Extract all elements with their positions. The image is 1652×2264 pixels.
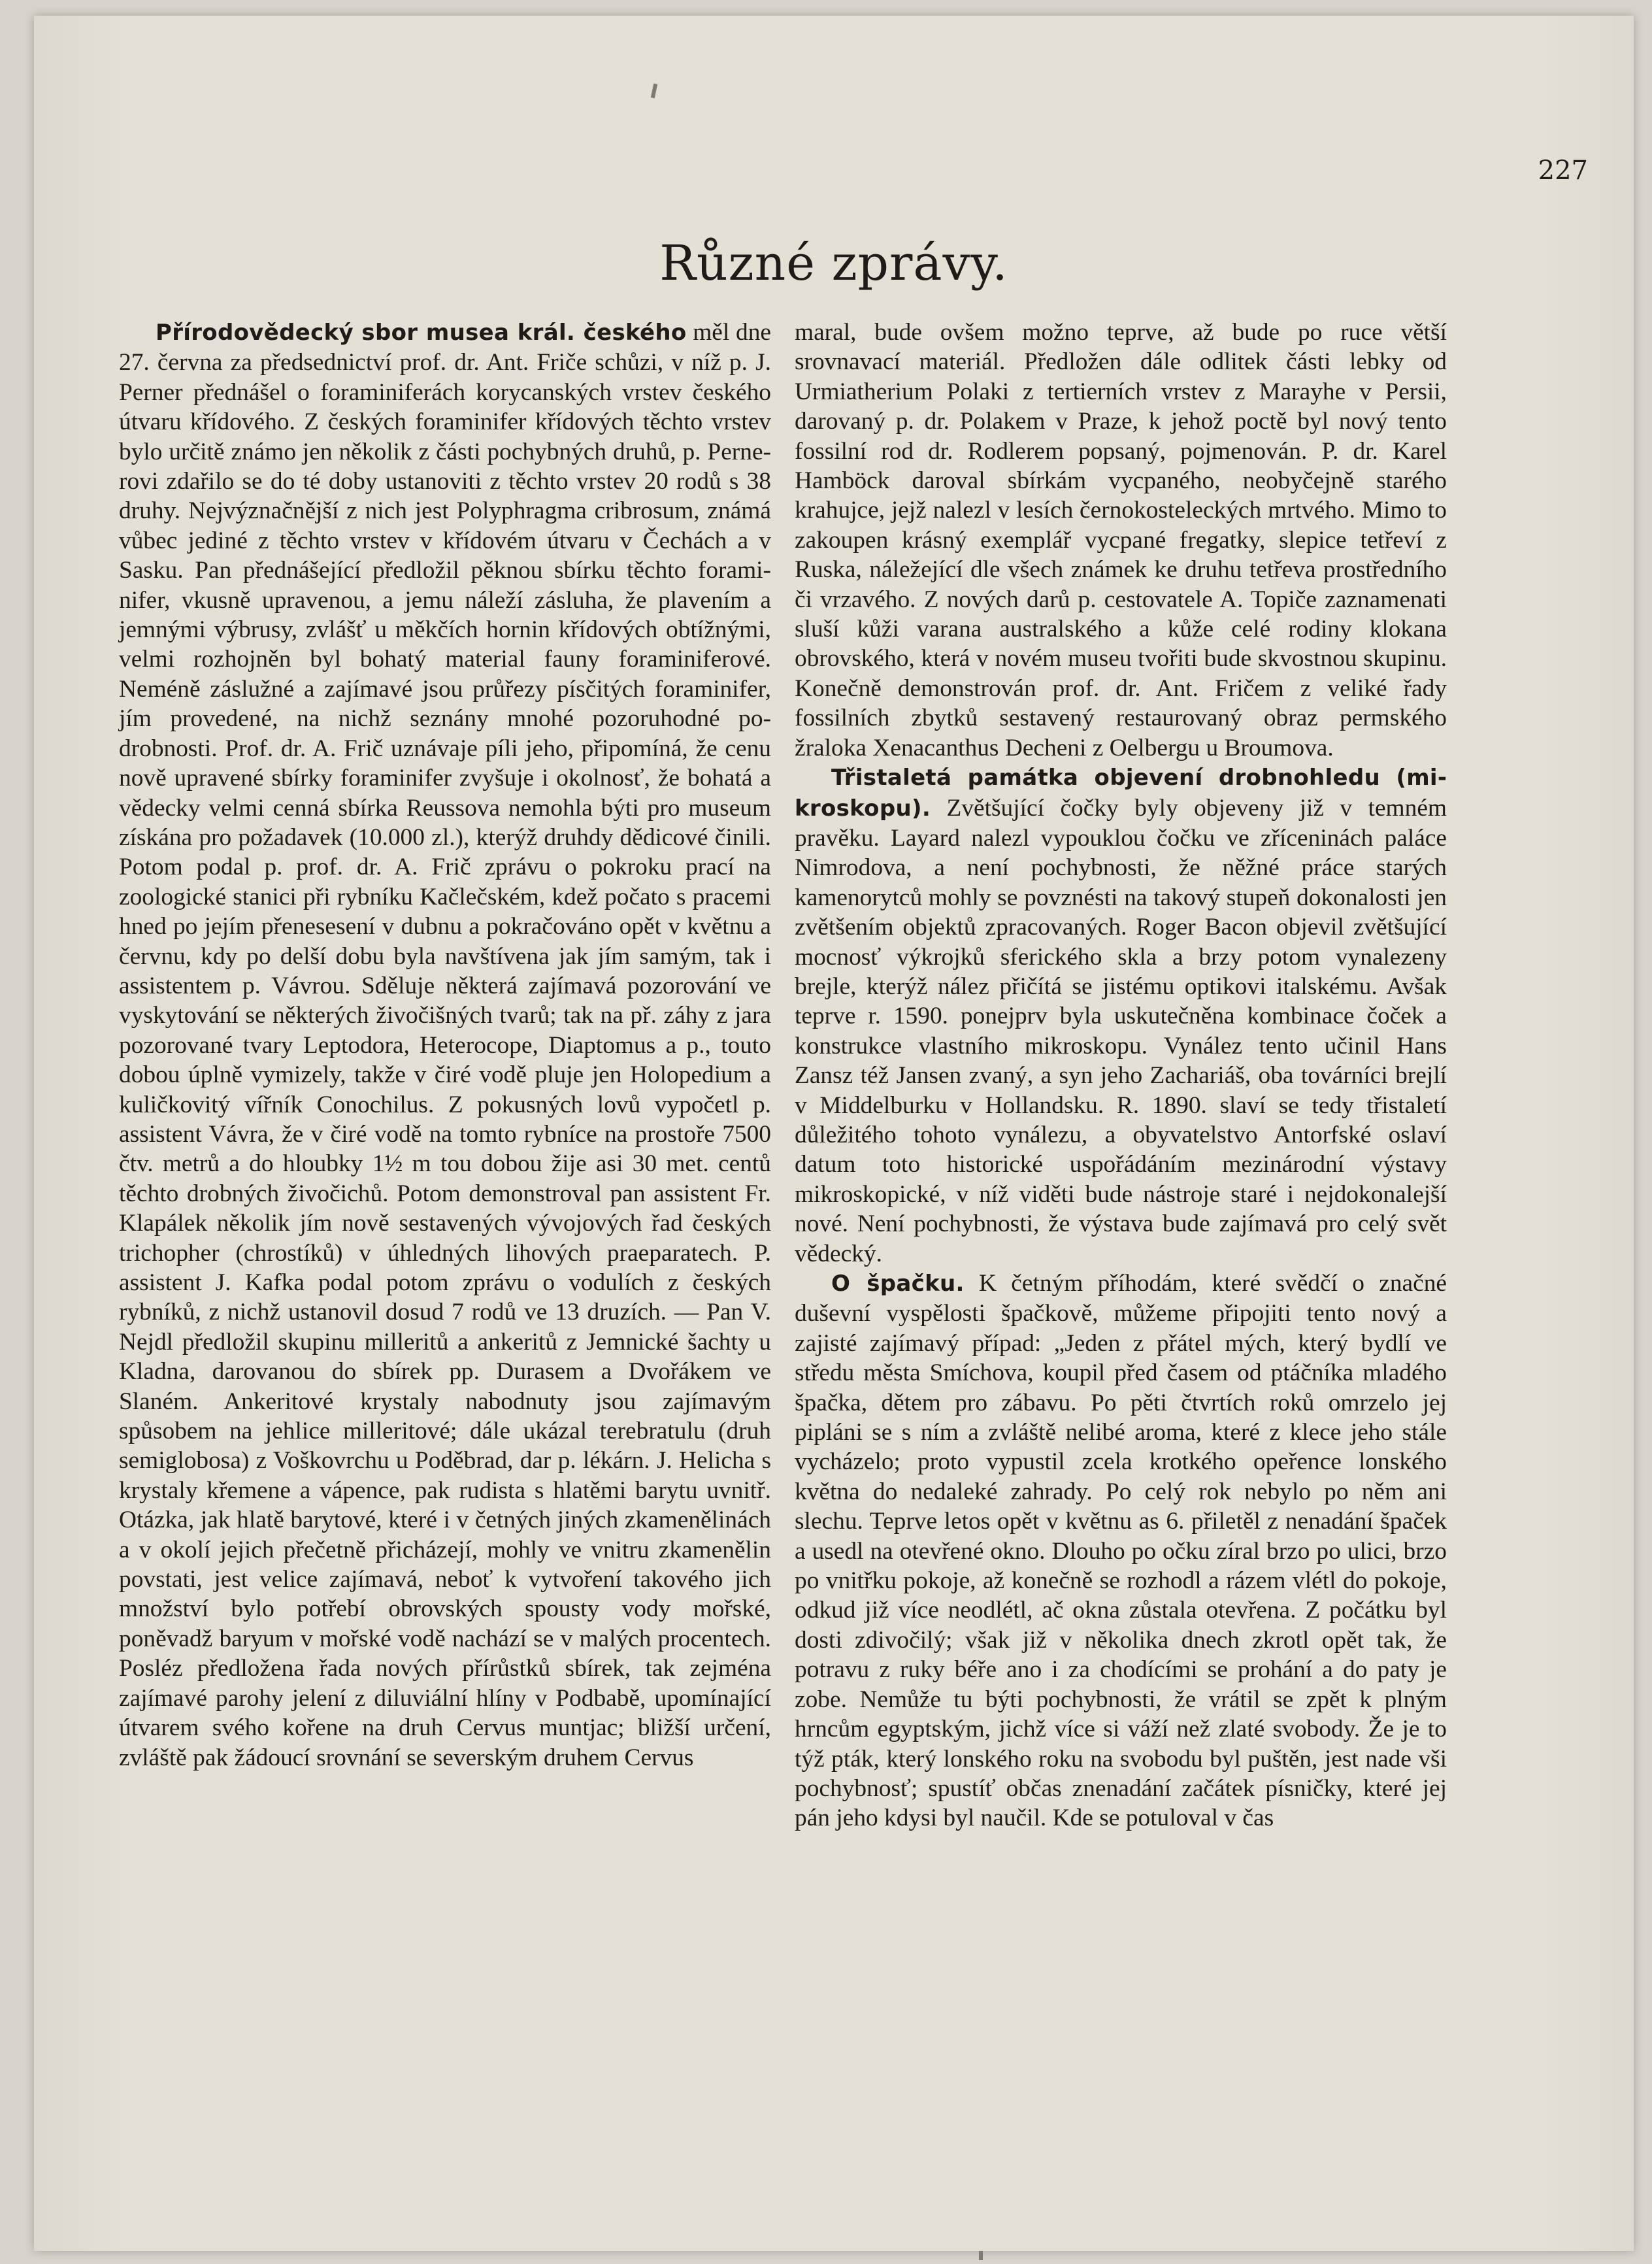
article-microscope — [795, 763, 1447, 1269]
article-heading: Přírodovědecký sbor musea král. českého — [156, 320, 687, 346]
right-column — [795, 318, 1447, 1833]
article-heading: O špačku. — [831, 1271, 965, 1297]
article-body: maral, bude ovšem možno teprve, až bude po ruce větší srovnavací materiál. Předložen dále odlitek části lebky od Urmiatherium Polaki z tertierních vrstev z Marayhe v Persii, darovaný p. dr. Polakem v Praze, k jehož poctě byl nový tento fossilní rod dr. Rodlerem popsaný, pojmenován. P. dr. Karel Hamböck daroval sbírkám vycpaného, neobyčejně starého krahujce, jejž nalezl v lesích černokosteleckých mrtvého. Mimo to zakoupen krásný exemplář vycpané fregatky, slepice tetřeví z Ruska, náležející dle všech známek ke druhu tetřeva prostředního či vrzavého. Z nových darů p. cestovatele A. Topiče zaznamenati sluší kůži varana australského a kůže celé rodiny klokana obrovského, která v novém museu tvořiti bude skvostnou skupinu. Konečně demonstrován prof. dr. Ant. Fričem z veliké řady fossilních zbytků sestavený restaurovaný obraz permského žraloka Xenacanthus Decheni z Oelbergu u Broumova. — [795, 319, 1447, 761]
article-continuation — [795, 318, 1447, 763]
page-number: 227 — [1538, 156, 1588, 186]
scan-mark-bottom — [979, 2251, 983, 2260]
page — [34, 16, 1634, 2251]
article-starling — [795, 1269, 1447, 1833]
article-body: Zvětšující čočky byly objeveny již v temném pravěku. Layard nalezl vypouklou čočku ve zříceninách paláce Nimrodova, a není pochybnosti, že něžné práce starých kamenorytců mohly se povznésti na takový stupeň dokonalosti jen zvětšením objektů zpracovaných. Roger Bacon objevil zvětšující mocnosť výkrojků sferického skla a brzy potom vynalezeny brejle, kterýž nález přičítá se jistému optikovi italskému. Avšak teprve r. 1590. ponejprv byla uskutečněna kombinace čoček a konstrukce vlastního mikroskopu. Vynález tento učinil Hans Zansz též Jansen zvaný, a syn jeho Zachariáš, oba továrníci brejlí v Middelburku v Hollandsku. R. 1890. slaví se tedy třistaletí důležitého tohoto vynálezu, a obyvatelstvo Antorfské oslaví datum toto historické uspořádáním mezinárodní výstavy mikroskopické, v níž viděti bude nástroje staré i nejdokonalejší nové. Není pochybnosti, že výstava bude zajímavá pro celý svět vědecký. — [795, 794, 1447, 1267]
page-title: Různé zprávy. — [659, 235, 1008, 291]
scan-mark-top — [651, 84, 657, 99]
left-column — [119, 318, 771, 1773]
article-body: měl dne 27. června za předsednictví prof. dr. Ant. Friče schůzi, v níž p. J. Perner přednášel o foraminiferách korycanských vrstev českého útvaru křídového. Z českých foraminifer křídových těchto vrstev bylo určitě známo jen několik z části pochybných druhů, p. Pernerovi zdařilo se do té doby ustanoviti z těchto vrstev 20 rodů s 38 druhy. Nejvýznačnější z nich jest Polyphragma cribrosum, známá vůbec jediné z těchto vrstev v křídovém útvaru v Čechách a v Sasku. Pan přednášející předložil pěknou sbírku těchto foraminifer, vkusně upravenou, a jemu náleží zásluha, že plavením a jemnými výbrusy, zvlášť u měkčích hornin křídových obtížnými, velmi rozhojněn byl bohatý material fauny foraminiferové. Neméně záslužné a zajímavé jsou průřezy písčitých foraminifer, jím provedené, na nichž seznány mnohé pozoruhodné podrobnosti. Prof. dr. A. Frič uznávaje píli jeho, připomíná, že cenu nově upravené sbírky foraminifer zvyšuje i okolnosť, že bohatá a vědecky velmi cenná sbírka Reussova nemohla býti pro museum získána pro požadavek (10.000 zl.), kterýž druhdy dědicové činili. Potom podal p. prof. dr. A. Frič zprávu o pokroku prací na zoologické stanici při rybníku Kačlečském, kdež počato s pracemi hned po jejím přenesesení v dubnu a pokračováno opět v květnu a červnu, kdy po delší dobu byla navštívena jak jím samým, tak i assistentem p. Vávrou. Sděluje některá zajímavá pozorování ve vyskytování se některých živočišných tvarů; tak na př. záhy z jara pozorované tvary Leptodora, Heterocope, Diaptomus a p., touto dobou úplně vymizely, takže v čiré vodě pluje jen Holopedium a kuličkovitý vířník Conochilus. Z pokusných lovů vypočetl p. assistent Vávra, že v čiré vodě na tomto rybníce na prostoře 7500 čtv. metrů a do hloubky 1½ m tou dobou žije asi 30 met. centů těchto drobných živočichů. Potom demonstroval pan assistent Fr. Klapálek několik jím nově sestavených vývojových řad českých trichopher (chrostíků) v úhledných lihových praeparatech. P. assistent J. Kafka podal potom zprávu o vodulích z českých rybníků, z nichž ustanovil dosud 7 rodů ve 13 druzích. — Pan V. Nejdl předložil skupinu milleritů a ankeritů z Jemnické šachty u Kladna, darovanou do sbírek pp. Durasem a Dvořákem ve Slaném. Ankeritové krystaly nabodnuty jsou zajímavým spůsobem na jehlice milleritové; dále ukázal terebratulu (druh semiglobosa) z Voškovrchu u Poděbrad, dar p. lékárn. J. Helicha s krystaly křemene a vápence, pak rudista s hlatěmi barytu uvnitř. Otázka, jak hlatě barytové, které i v četných jiných zkamenělinách a v okolí jejich přečetně přicházejí, mohly ve vnitru zkamenělin povstati, jest velice zajímavá, neboť k vytvoření takového jich množství bylo potřebí obrovských spousty vody mořské, poněvadž baryum v mořské vodě nachází se v malých procentech. Posléz předložena řada nových přírůstků sbírek, tak zejména zajímavé parohy jelení z diluviální hlíny v Podbabě, upomínající útvarem svého kořene na druh Cervus muntjac; bližší určení, zvláště pak žádoucí srovnání se severským druhem Cervus — [119, 319, 771, 1771]
article-heading: Třistaletá památka objevení drobnohledu (mikroskopu). — [795, 765, 1447, 822]
article-museum-society — [119, 318, 771, 1773]
article-body: K četným příhodám, které svědčí o značné duševní vyspělosti špačkově, můžeme připojiti tento nový a zajisté zajímavý případ: „Jeden z přátel mých, který bydlí ve středu města Smíchova, koupil před časem od ptáčníka mladého špačka, dětem pro zábavu. Po pěti čtvrtích roků omrzelo jej pipláni se s ním a zvláště nelibé aroma, které z klece jeho stále vycházelo; proto vypustil zcela krotkého opeřence lonského května do nedaleké zahrady. Po celý rok nebylo po něm ani slechu. Teprve letos opět v květnu as 6. přiletěl z nenadání špaček a usedl na otevřené okno. Dlouho po očku zíral brzo po ulici, brzo po vnitřku pokoje, až konečně se rozhodl a rázem vlétl do pokoje, odkud již více neodlétl, ač okna zůstala otevřena. Z počátku byl dosti zdivočilý; však již v několika dnech zkrotl opět tak, že potravu z ruky béře ano i za chodícími se prohání a do paty je zobe. Nemůže tu býti pochybnosti, že vrátil se zpět k plným hrncům egyptským, jichž více si váží než zlaté svobody. Že je to týž pták, který lonského roku na svobodu byl puštěn, jest nade vši pochybnosť; spustíť občas znenadání začátek písničky, které jej pán jeho kdysi byl naučil. Kde se potuloval v čas — [795, 1270, 1447, 1832]
